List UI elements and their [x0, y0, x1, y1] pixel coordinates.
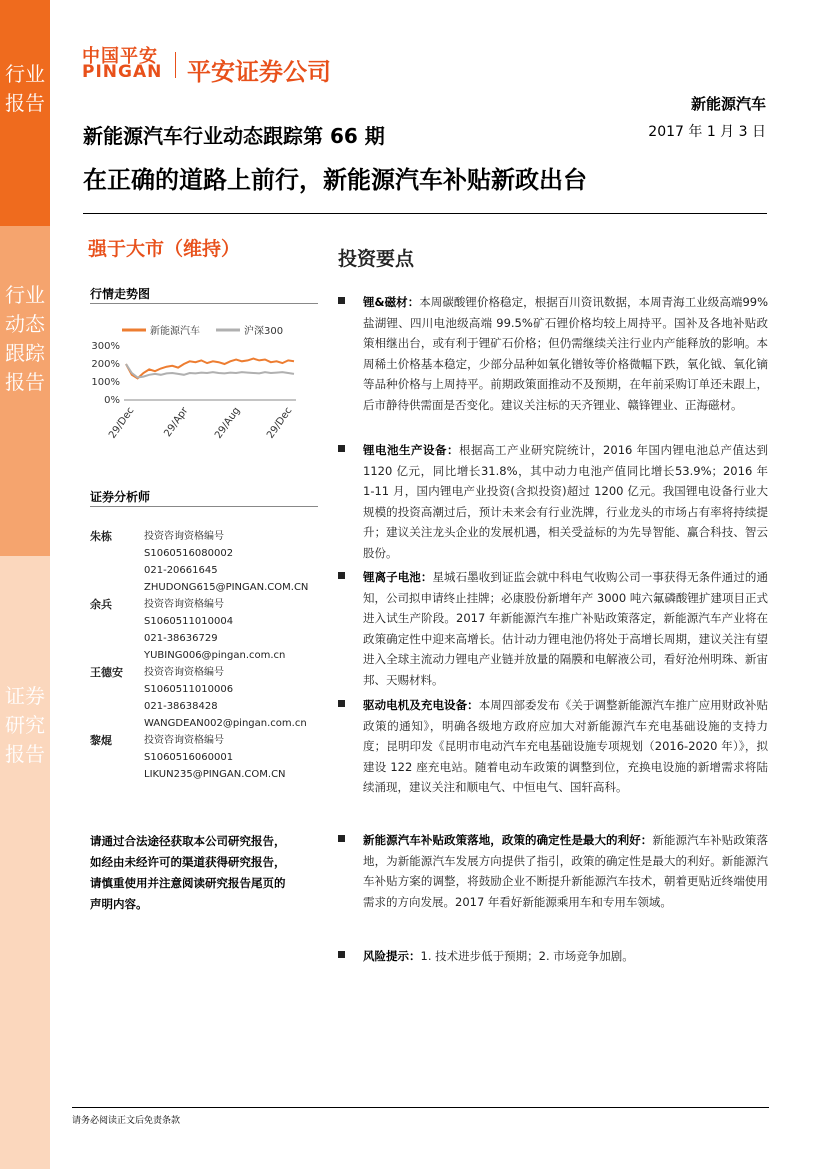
side-band-middle: [0, 226, 50, 556]
y-tick-0: 0%: [104, 395, 120, 406]
analyst-license: S1060511010004: [144, 616, 234, 627]
bullet-heading: 锂离子电池：: [363, 570, 433, 584]
y-tick-300: 300%: [91, 341, 120, 352]
x-axis: [107, 405, 294, 441]
analysts-section-title: 证券分析师: [90, 490, 151, 504]
legend-label-nev: 新能源汽车: [150, 326, 200, 337]
analyst-phone: 021-38638428: [144, 701, 218, 712]
rating: 强于大市（维持）: [88, 238, 241, 260]
bullet-text: [363, 567, 768, 690]
bullet-body: 新能源汽车补贴政策落地，为新能源汽车发展方向提供了指引，政策的确定性是最大的利好。新能源汽车补贴方案的调整，将鼓励企业不断提升新能源汽车技术，朝着更贴近终端使用需求的方向发展。2017 年看好新能源乘用车和专用车领域。: [363, 833, 769, 909]
bullet-body: 1. 技术进步低于预期；2. 市场竞争加剧。: [420, 949, 634, 963]
bullet-text: [363, 695, 768, 798]
analyst-qualification-label: 投资咨询资格编号: [144, 531, 224, 542]
bullet-body: 本周四部委发布《关于调整新能源汽车推广应用财政补贴政策的通知》，明确各级地方政府应加大对新能源汽车充电基础设施的支持力度；昆明印发《昆明市电动汽车充电基础设施专项规划（2016-2020 年）》，拟建设 122 座充电站。随着电动车政策的调整到位，充换电设施的新增需求将陆续涌现，建议关注和顺电气、中恒电气、国轩高科。: [363, 698, 768, 794]
logo-chinese: 中国平安: [82, 46, 158, 67]
company-name: 平安证券公司: [187, 58, 331, 86]
analyst-license: S1060516060001: [144, 752, 234, 763]
y-tick-200: 200%: [91, 359, 120, 370]
x-tick-2: 29/Apr: [162, 405, 191, 440]
bullet-marker: [338, 700, 345, 707]
analyst-qualification-label: 投资咨询资格编号: [144, 667, 224, 678]
bullet-body: 本周碳酸锂价格稳定，根据百川资讯数据，本周青海工业级高端99%盐湖锂、四川电池级高端 99.5%矿石锂价格均较上周持平。国补及各地补贴政策相继出台，或有利于锂矿石价格；但仍需继续关注行业内产能释放的影响。本周稀土价格基本稳定，少部分品种如氧化镨钕等价格微幅下跌，氧化钺、氧化镝等品种价格与上周持平。前期政策面推动不及预期，在年前采购订单还未跟上，后市静待供需面是否变化。建议关注标的天齐锂业、赣锋锂业、正海磁材。: [363, 295, 769, 412]
x-tick-4: 29/Dec: [265, 405, 295, 441]
bullet-text: [363, 946, 768, 967]
analyst-license: S1060516080002: [144, 548, 234, 559]
footer-divider: [72, 1107, 769, 1108]
side-band-top: [0, 0, 50, 226]
analyst-email[interactable]: WANGDEAN002@pingan.com.cn: [144, 718, 307, 729]
bullet-heading: 风险提示：: [363, 949, 421, 963]
analyst-qualification-label: 投资咨询资格编号: [144, 599, 224, 610]
bullet-marker: [338, 951, 345, 958]
analysts-section-divider: [90, 506, 318, 507]
analyst-name: 朱栋: [90, 530, 112, 543]
analyst-email[interactable]: LIKUN235@PINGAN.COM.CN: [144, 769, 286, 780]
report-subtitle: 新能源汽车行业动态跟踪第 66 期: [83, 124, 385, 148]
bullet-text: [363, 292, 768, 415]
market-trend-chart: [90, 320, 310, 470]
footer-disclaimer: 请务必阅读正文后免责条款: [72, 1116, 181, 1126]
industry-label: 新能源汽车: [690, 95, 766, 113]
analyst-phone: 021-38636729: [144, 633, 218, 644]
key-points-title: 投资要点: [338, 248, 415, 270]
side-label-research: 证券研究报告: [5, 684, 45, 766]
bullet-heading: 新能源汽车补贴政策落地，政策的确定性是最大的利好：: [363, 833, 653, 847]
analyst-email[interactable]: YUBING006@pingan.com.cn: [144, 650, 286, 661]
bullet-marker: [338, 297, 345, 304]
bullet-marker: [338, 445, 345, 452]
bullet-text: [363, 440, 768, 563]
logo-english: PINGAN: [82, 62, 163, 82]
analyst-phone: 021-20661645: [144, 565, 218, 576]
bullet-marker: [338, 572, 345, 579]
bullet-text: [363, 830, 768, 912]
logo-divider: [175, 52, 176, 78]
analyst-name: 黎焜: [90, 734, 112, 747]
bullet-heading: 锂&磁材：: [363, 295, 420, 309]
analyst-qualification-label: 投资咨询资格编号: [144, 735, 224, 746]
report-title: 在正确的道路上前行，新能源汽车补贴新政出台: [83, 166, 587, 194]
chart-section-title: 行情走势图: [90, 287, 151, 301]
legend: [122, 324, 283, 337]
y-axis: [91, 341, 120, 406]
side-label-report: 行业报告: [5, 62, 45, 115]
bullet-body: 星城石墨收到证监会就中科电气收购公司一事获得无条件通过的通知，公司拟申请终止挂牌；必康股份新增年产 3000 吨六氟磷酸锂扩建项目正式进入试生产阶段。2017 年新能源汽车推广补贴政策落定，新能源汽车产业将在政策确定性中迎来高增长。估计动力锂电池仍将处于高增长周期，建议关注有望进入全球主流动力锂电产业链并放量的隔膜和电解液公司，看好沧州明珠、新宙邦、天赐材料。: [363, 570, 769, 687]
analyst-license: S1060511010006: [144, 684, 234, 695]
report-date: 2017 年 1 月 3 日: [648, 124, 766, 140]
analyst-name: 王德安: [90, 666, 123, 679]
analyst-email[interactable]: ZHUDONG615@PINGAN.COM.CN: [144, 582, 309, 593]
chart-section-divider: [90, 303, 318, 304]
side-band-bottom: [0, 556, 50, 1169]
side-label-report-type: 行业动态跟踪报告: [5, 283, 45, 394]
x-tick-1: 29/Dec: [107, 405, 137, 441]
analyst-name: 余兵: [90, 598, 112, 611]
bullet-marker: [338, 835, 345, 842]
legend-label-hs300: 沪深300: [244, 326, 284, 337]
bullet-body: 根据高工产业研究院统计，2016 年国内锂电池总产值达到 1120 亿元，同比增长31.8%，其中动力电池产值同比增长53.9%；2016 年 1-11 月，国内锂电产业投资(含拟投资)超过 1200 亿元。我国锂电设备行业大规模的投资高潮过后，预计未来会有行业洗牌，行业龙头的市场占有率将持续提升；建议关注龙头企业的发展机遇，相关受益标的为先导智能、赢合科技、智云股份。: [363, 443, 769, 560]
x-tick-3: 29/Aug: [213, 405, 243, 441]
bullet-heading: 锂电池生产设备：: [363, 443, 460, 457]
y-tick-100: 100%: [91, 377, 120, 388]
header-divider: [83, 213, 767, 214]
bullet-heading: 驱动电机及充电设备：: [363, 698, 479, 712]
legal-notice: 请通过合法途径获取本公司研究报告，如经由未经许可的渠道获得研究报告，请慎重使用并注意阅读研究报告尾页的声明内容。: [90, 834, 286, 911]
